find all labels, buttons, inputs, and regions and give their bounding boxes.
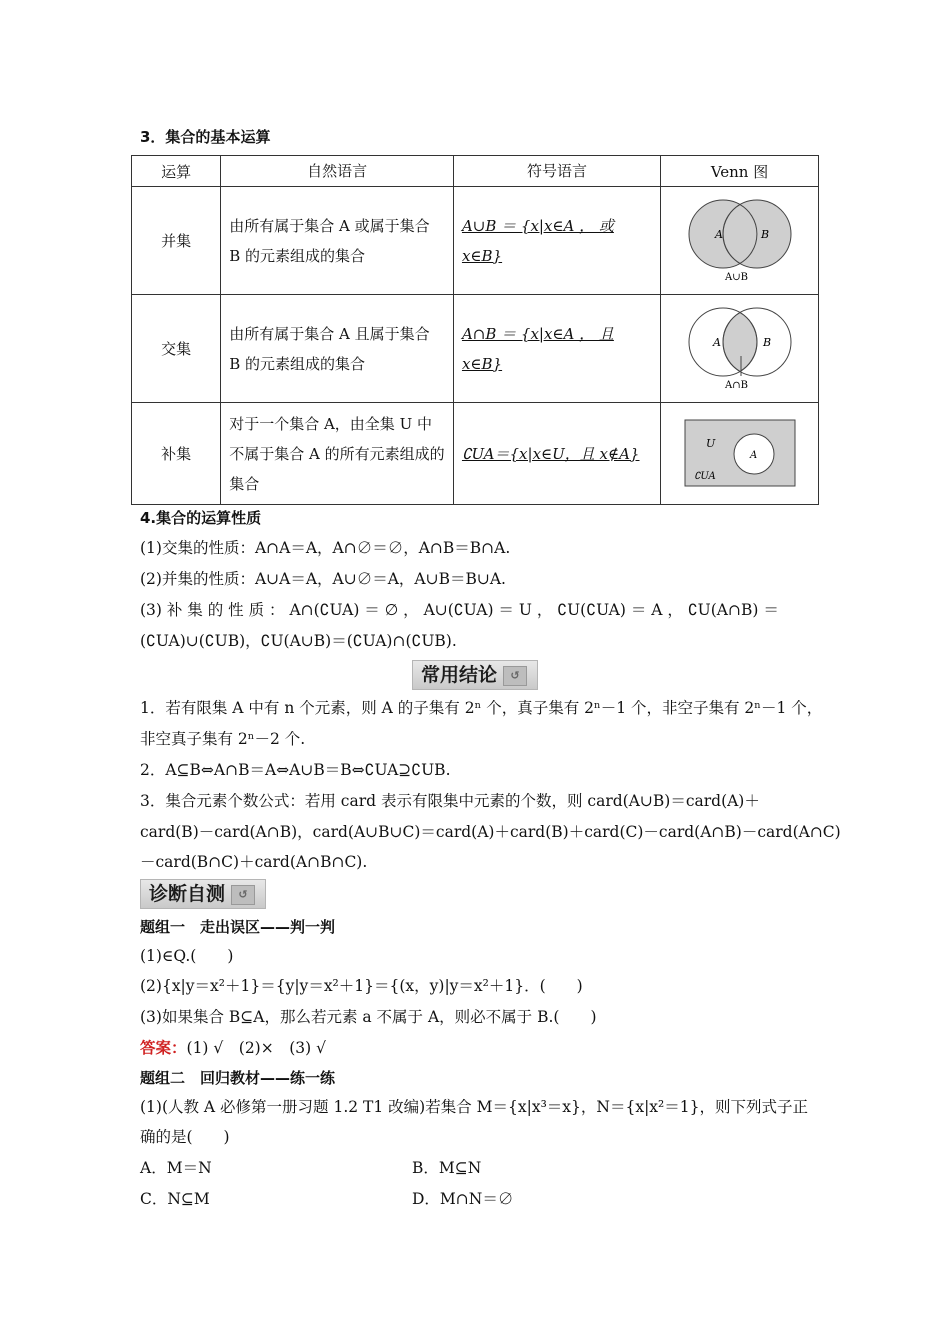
natural-union: 由所有属于集合 A 或属于集合 B 的元素组成的集合 [221, 187, 454, 295]
group2-question-line-2: 确的是( ) [140, 1128, 230, 1146]
venn-complement-label: ∁UA [693, 470, 716, 482]
answer-text: (1) √ (2)× (3) √ [186, 1039, 326, 1057]
section4-line-4: (∁UA)∪(∁UB)，∁U(A∪B)＝(∁UA)∩(∁UB). [140, 632, 457, 650]
header-venn: Venn 图 [661, 156, 819, 187]
section4-line-1: (1)交集的性质：A∩A＝A，A∩∅＝∅，A∩B＝B∩A. [140, 539, 511, 557]
group1-title: 题组一 走出误区——判一判 [140, 918, 336, 936]
decor-icon: ↺ [503, 666, 527, 686]
venn-union-label: A∪B [724, 271, 748, 283]
banner-conclusions [412, 660, 538, 690]
group1-item-3: (3)如果集合 B⊆A，那么若元素 a 不属于 A，则必不属于 B.( ) [140, 1008, 597, 1026]
section4-title: 4.集合的运算性质 [140, 509, 262, 527]
conclusion-line-6: －card(B∩C)＋card(A∩B∩C). [140, 853, 368, 871]
table-row [132, 187, 819, 295]
banner-conclusions-title: 常用结论 [421, 664, 498, 686]
section4-line-2: (2)并集的性质：A∪A＝A，A∪∅＝A，A∪B＝B∪A. [140, 570, 506, 588]
venn-intersection-label: A∩B [724, 379, 748, 391]
venn-union-b: B [760, 227, 769, 241]
conclusion-line-2: 非空真子集有 2ⁿ－2 个. [140, 730, 306, 748]
venn-complement-cell [661, 403, 819, 505]
section4-line-3: (3) 补 集 的 性 质 ： A∩(∁UA) ＝ ∅ ， A∪(∁UA) ＝ U ， ∁U(∁UA) ＝ A ， ∁U(A∩B) ＝ [140, 601, 779, 619]
symbol-complement: ∁UA＝{x|x∈U，且 x∉A} [453, 403, 660, 505]
venn-union-cell [661, 187, 819, 295]
conclusion-line-3: 2．A⊆B⇔A∩B＝A⇔A∪B＝B⇔∁UA⊇∁UB. [140, 761, 451, 779]
op-complement: 补集 [132, 403, 221, 505]
venn-union-a: A [714, 227, 723, 241]
group1-item-2: (2){x|y＝x²＋1}＝{y|y＝x²＋1}＝{(x，y)|y＝x²＋1}．( ) [140, 977, 583, 995]
venn-intersection-cell [661, 295, 819, 403]
venn-complement-diagram [684, 419, 796, 489]
conclusion-line-1: 1．若有限集 A 中有 n 个元素，则 A 的子集有 2ⁿ 个，真子集有 2ⁿ－1 个，非空子集有 2ⁿ－1 个， [140, 699, 823, 717]
header-symbol: 符号语言 [453, 156, 660, 187]
symbol-intersection: A∩B ＝ {x|x∈A ， 且 x∈B} [453, 295, 660, 403]
conclusion-line-4: 3．集合元素个数公式：若用 card 表示有限集中元素的个数，则 card(A∪B)＝card(A)＋ [140, 792, 760, 810]
venn-intersection-a: A [712, 335, 721, 349]
venn-intersection-b: B [762, 335, 771, 349]
header-op: 运算 [132, 156, 221, 187]
symbol-union: A∪B ＝ {x|x∈A ， 或 x∈B} [453, 187, 660, 295]
operations-table [131, 155, 819, 505]
option-c: C．N⊆M [140, 1190, 210, 1208]
venn-union-diagram [685, 198, 795, 284]
option-b: B．M⊆N [412, 1159, 482, 1177]
group1-item-1: (1)∈Q.( ) [140, 947, 234, 965]
op-union: 并集 [132, 187, 221, 295]
option-a: A．M＝N [140, 1159, 212, 1177]
natural-intersection: 由所有属于集合 A 且属于集合 B 的元素组成的集合 [221, 295, 454, 403]
section3-title: 3．集合的基本运算 [140, 128, 271, 146]
group2-question-line-1: (1)(人教 A 必修第一册习题 1.2 T1 改编)若集合 M＝{x|x³＝x}，N＝{x|x²＝1}，则下列式子正 [140, 1098, 808, 1116]
header-natural: 自然语言 [221, 156, 454, 187]
natural-complement: 对于一个集合 A，由全集 U 中不属于集合 A 的所有元素组成的集合 [221, 403, 454, 505]
banner-diagnosis [140, 879, 266, 909]
conclusion-line-5: card(B)－card(A∩B)，card(A∪B∪C)＝card(A)＋card(B)＋card(C)－card(A∩B)－card(A∩C) [140, 823, 841, 841]
venn-complement-a: A [749, 449, 757, 461]
answer-label: 答案： [140, 1039, 187, 1057]
group2-title: 题组二 回归教材——练一练 [140, 1069, 336, 1087]
table-header-row [132, 156, 819, 187]
table-row [132, 403, 819, 505]
venn-intersection-diagram [685, 306, 795, 392]
banner-diagnosis-title: 诊断自测 [149, 883, 226, 905]
group1-answer [140, 1038, 326, 1058]
op-intersection: 交集 [132, 295, 221, 403]
decor-icon: ↺ [231, 885, 255, 905]
table-row [132, 295, 819, 403]
option-d: D．M∩N＝∅ [412, 1190, 514, 1208]
venn-complement-u: U [705, 436, 715, 450]
